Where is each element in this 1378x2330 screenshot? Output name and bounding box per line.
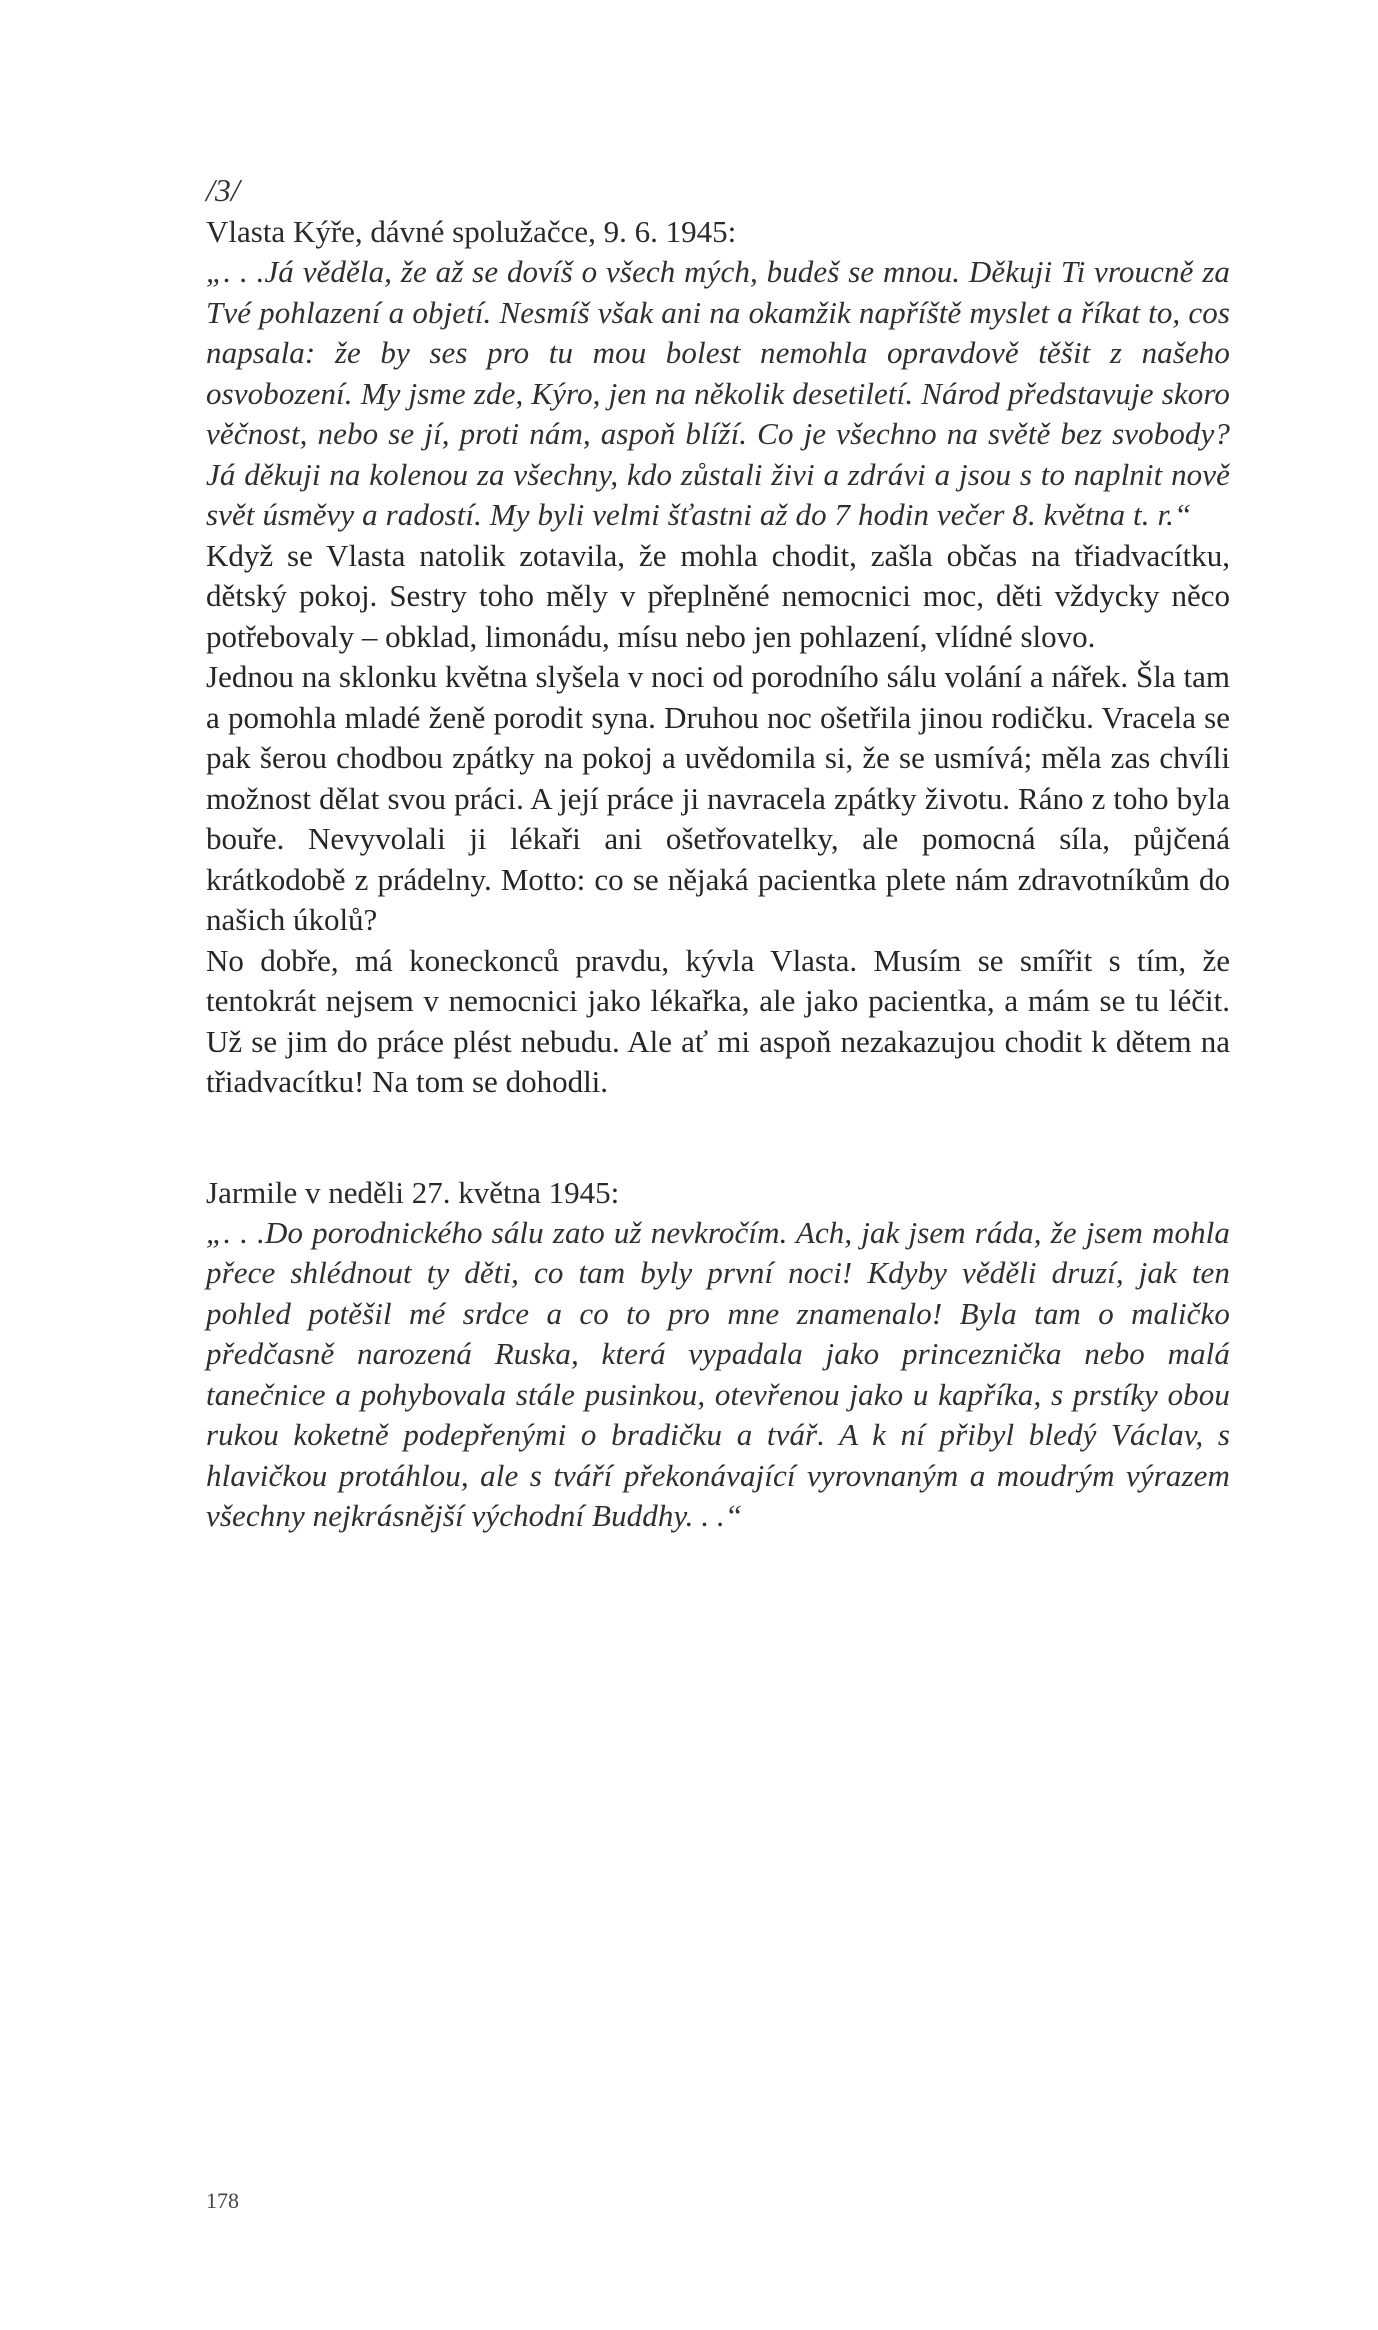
- letter-heading-1: Vlasta Kýře, dávné spolužačce, 9. 6. 1945:: [206, 214, 737, 249]
- page-body: [206, 170, 1230, 1537]
- paragraph-3: No dobře, má koneckonců pravdu, kývla Vlasta. Musím se smířit s tím, že tentokrát nejsem v nemocnici jako lékařka, ale jako pacientka, a mám se tu léčit. Už se jim do práce plést nebudu. Ale ať mi aspoň nezakazujou chodit k dětem na třiadvacítku! Na tom se dohodli.: [206, 942, 1230, 1099]
- letter-quote-1: „. . .Já věděla, že až se dovíš o všech mých, budeš se mnou. Děkuji Ti vroucně za Tvé pohlazení a objetí. Nesmíš však ani na okamžik napříště myslet a říkat to, cos napsala: že by ses pro tu mou bolest nemohla opravdově těšit z našeho osvobození. My jsme zde, Kýro, jen na několik desetiletí. Národ představuje skoro věčnost, nebo se jí, proti nám, aspoň blíží. Co je všechno na světě bez svobody? Já děkuji na kolenou za všechny, kdo zůstali živi a zdrávi a jsou s to naplnit nově svět úsměvy a radostí. My byli velmi šťastni až do 7 hodin večer 8. května t. r.“: [206, 254, 1230, 532]
- section-gap: [206, 1103, 1230, 1173]
- paragraph-1: Když se Vlasta natolik zotavila, že mohla chodit, zašla občas na třiadvacítku, dětský pokoj. Sestry toho měly v přeplněné nemocnici moc, děti vždycky něco potřebovaly – obklad, limonádu, mísu nebo jen pohlazení, vlídné slovo.: [206, 537, 1230, 654]
- letter-quote-2: „. . .Do porodnického sálu zato už nevkročím. Ach, jak jsem ráda, že jsem mohla přece shlédnout ty děti, co tam byly první noci! Kdyby věděli druzí, jak ten pohled potěšil mé srdce a co to pro mne znamenalo! Byla tam o maličko předčasně narozená Ruska, která vypadala jako princeznička nebo malá tanečnice a pohybovala stále pusinkou, otevřenou jako u kapříka, s prstíky obou rukou koketně podepřenými o bradičku a tvář. A k ní přibyl bledý Václav, s hlavičkou protáhlou, ale s tváří překonávající vyrovnaným a moudrým výrazem všechny nejkrásnější východní Buddhy. . .“: [206, 1214, 1230, 1533]
- section-mark: /3/: [206, 172, 240, 208]
- paragraph-2: Jednou na sklonku května slyšela v noci od porodního sálu volání a nářek. Šla tam a pomohla mladé ženě porodit syna. Druhou noc ošetřila jinou rodičku. Vracela se pak šerou chodbou zpátky na pokoj a uvědomila si, že se usmívá; měla zas chvíli možnost dělat svou práci. A její práce ji navracela zpátky životu. Ráno z toho byla bouře. Nevyvolali ji lékaři ani ošetřovatelky, ale pomocná síla, půjčená krátkodobě z prádelny. Motto: co se nějaká pacientka plete nám zdravotníkům do našich úkolů?: [206, 659, 1230, 937]
- page-number: 178: [206, 2188, 239, 2213]
- letter-heading-2: Jarmile v neděli 27. května 1945:: [206, 1174, 620, 1210]
